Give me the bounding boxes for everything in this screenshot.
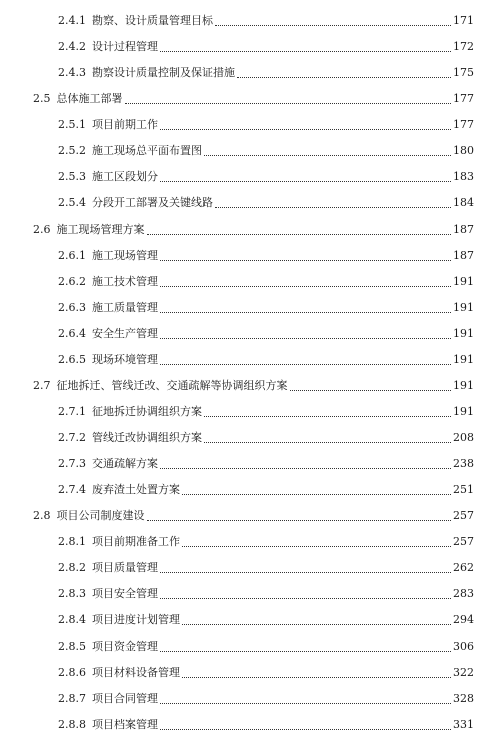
toc-entry[interactable] xyxy=(0,8,500,34)
toc-entry[interactable] xyxy=(0,243,500,269)
toc-entry-number: 2.8.5 xyxy=(58,639,86,653)
toc-entry[interactable] xyxy=(0,295,500,321)
toc-entry[interactable] xyxy=(0,269,500,295)
toc-entry-title: 项目档案管理 xyxy=(92,717,158,731)
toc-entry-number: 2.6.5 xyxy=(58,352,86,366)
toc-entry-page-number: 306 xyxy=(453,639,474,653)
toc-entry[interactable] xyxy=(0,477,500,503)
toc-entry[interactable] xyxy=(0,425,500,451)
toc-dot-leader xyxy=(204,154,451,156)
toc-entry[interactable] xyxy=(0,712,500,738)
toc-entry[interactable] xyxy=(0,138,500,164)
toc-entry-page-number: 187 xyxy=(453,248,474,262)
toc-entry-number: 2.5.3 xyxy=(58,170,86,184)
toc-entry[interactable] xyxy=(0,555,500,581)
toc-entry[interactable] xyxy=(0,190,500,216)
toc-entry-title: 项目前期工作 xyxy=(92,118,158,132)
toc-entry-number: 2.4.3 xyxy=(58,66,86,80)
toc-entry-number: 2.8.4 xyxy=(58,613,86,627)
toc-entry-number: 2.8 xyxy=(33,509,51,523)
toc-entry-title: 项目合同管理 xyxy=(92,691,158,705)
toc-entry-number: 2.4.2 xyxy=(58,40,86,54)
toc-dot-leader xyxy=(160,467,451,469)
toc-entry-number: 2.6.4 xyxy=(58,326,86,340)
toc-dot-leader xyxy=(160,180,451,182)
toc-entry-number: 2.4.1 xyxy=(58,14,86,28)
toc-entry-title: 项目进度计划管理 xyxy=(92,613,180,627)
toc-dot-leader xyxy=(237,76,451,78)
toc-entry-number: 2.8.2 xyxy=(58,561,86,575)
toc-entry-title: 项目公司制度建设 xyxy=(56,509,145,523)
toc-entry-title: 征地拆迁、管线迁改、交通疏解等协调组织方案 xyxy=(56,378,288,392)
toc-entry-title: 征地拆迁协调组织方案 xyxy=(92,404,202,418)
toc-entry-title: 施工区段划分 xyxy=(92,170,158,184)
toc-entry-number: 2.8.1 xyxy=(58,535,86,549)
toc-entry-title: 施工现场总平面布置图 xyxy=(92,144,202,158)
toc-entry-page-number: 191 xyxy=(453,378,474,392)
toc-entry-title: 勘察、设计质量管理目标 xyxy=(92,14,213,28)
toc-entry-page-number: 208 xyxy=(453,431,474,445)
toc-dot-leader xyxy=(160,128,451,130)
toc-entry-number: 2.8.8 xyxy=(58,717,86,731)
toc-entry-title: 管线迁改协调组织方案 xyxy=(92,431,202,445)
toc-entry-page-number: 322 xyxy=(453,665,474,679)
toc-entry-number: 2.5 xyxy=(33,92,51,106)
toc-entry[interactable] xyxy=(0,686,500,712)
toc-entry[interactable] xyxy=(0,634,500,660)
toc-dot-leader xyxy=(182,623,451,625)
toc-entry-number: 2.7.2 xyxy=(58,431,86,445)
toc-entry[interactable] xyxy=(0,529,500,555)
toc-entry-page-number: 191 xyxy=(453,326,474,340)
toc-entry-page-number: 257 xyxy=(453,535,474,549)
toc-entry[interactable] xyxy=(0,321,500,347)
toc-dot-leader xyxy=(160,50,451,52)
toc-entry-title: 废弃渣土处置方案 xyxy=(92,483,180,497)
toc-dot-leader xyxy=(204,441,451,443)
toc-entry-number: 2.7.1 xyxy=(58,404,86,418)
toc-entry-page-number: 251 xyxy=(453,483,474,497)
toc-entry-title: 施工现场管理方案 xyxy=(56,222,145,236)
toc-entry-page-number: 191 xyxy=(453,300,474,314)
toc-entry-page-number: 177 xyxy=(453,118,474,132)
toc-entry[interactable] xyxy=(0,373,500,399)
toc-dot-leader xyxy=(160,702,451,704)
toc-entry-number: 2.7.3 xyxy=(58,457,86,471)
toc-entry-title: 项目前期准备工作 xyxy=(92,535,180,549)
toc-entry-number: 2.7.4 xyxy=(58,483,86,497)
toc-entry-title: 项目安全管理 xyxy=(92,587,158,601)
toc-entry-number: 2.7 xyxy=(33,378,51,392)
toc-entry[interactable] xyxy=(0,217,500,243)
toc-dot-leader xyxy=(160,728,451,730)
toc-dot-leader xyxy=(160,285,451,287)
toc-entry-page-number: 294 xyxy=(453,613,474,627)
toc-entry-page-number: 262 xyxy=(453,561,474,575)
toc-dot-leader xyxy=(160,597,451,599)
table-of-contents xyxy=(0,8,500,738)
toc-entry-title: 项目资金管理 xyxy=(92,639,158,653)
toc-entry-number: 2.5.1 xyxy=(58,118,86,132)
toc-entry[interactable] xyxy=(0,347,500,373)
toc-dot-leader xyxy=(147,233,452,235)
toc-dot-leader xyxy=(160,571,451,573)
toc-entry[interactable] xyxy=(0,607,500,633)
toc-entry-number: 2.8.7 xyxy=(58,691,86,705)
toc-entry-number: 2.6.3 xyxy=(58,300,86,314)
toc-entry-page-number: 257 xyxy=(453,509,474,523)
toc-entry[interactable] xyxy=(0,86,500,112)
toc-entry[interactable] xyxy=(0,112,500,138)
toc-entry-number: 2.6.2 xyxy=(58,274,86,288)
toc-entry-page-number: 331 xyxy=(453,717,474,731)
toc-entry-page-number: 328 xyxy=(453,691,474,705)
toc-dot-leader xyxy=(160,311,451,313)
toc-dot-leader xyxy=(182,676,451,678)
toc-entry-page-number: 172 xyxy=(453,40,474,54)
toc-dot-leader xyxy=(215,206,451,208)
toc-entry-page-number: 177 xyxy=(453,92,474,106)
toc-dot-leader xyxy=(125,102,452,104)
toc-entry-number: 2.6.1 xyxy=(58,248,86,262)
toc-dot-leader xyxy=(290,389,452,391)
toc-entry-title: 勘察设计质量控制及保证措施 xyxy=(92,66,235,80)
toc-entry-title: 项目材料设备管理 xyxy=(92,665,180,679)
toc-dot-leader xyxy=(204,415,451,417)
toc-entry-number: 2.5.2 xyxy=(58,144,86,158)
toc-entry-number: 2.8.3 xyxy=(58,587,86,601)
toc-dot-leader xyxy=(182,545,451,547)
toc-entry-page-number: 184 xyxy=(453,196,474,210)
toc-entry-page-number: 180 xyxy=(453,144,474,158)
toc-entry[interactable] xyxy=(0,399,500,425)
toc-entry-title: 施工技术管理 xyxy=(92,274,158,288)
toc-entry-page-number: 187 xyxy=(453,222,474,236)
toc-entry[interactable] xyxy=(0,164,500,190)
toc-entry-title: 项目质量管理 xyxy=(92,561,158,575)
toc-dot-leader xyxy=(147,519,452,521)
toc-entry-title: 施工现场管理 xyxy=(92,248,158,262)
toc-entry[interactable] xyxy=(0,34,500,60)
toc-entry-page-number: 238 xyxy=(453,457,474,471)
toc-dot-leader xyxy=(215,24,451,26)
toc-entry[interactable] xyxy=(0,503,500,529)
toc-entry-page-number: 171 xyxy=(453,14,474,28)
toc-dot-leader xyxy=(160,259,451,261)
toc-entry-number: 2.8.6 xyxy=(58,665,86,679)
toc-entry[interactable] xyxy=(0,660,500,686)
toc-entry-page-number: 283 xyxy=(453,587,474,601)
toc-entry-title: 现场环境管理 xyxy=(92,352,158,366)
toc-entry-title: 安全生产管理 xyxy=(92,326,158,340)
toc-entry-page-number: 191 xyxy=(453,404,474,418)
toc-entry-title: 设计过程管理 xyxy=(92,40,158,54)
toc-entry-page-number: 191 xyxy=(453,274,474,288)
toc-entry-page-number: 175 xyxy=(453,66,474,80)
toc-entry-title: 总体施工部署 xyxy=(56,92,123,106)
toc-entry[interactable] xyxy=(0,60,500,86)
toc-entry-title: 施工质量管理 xyxy=(92,300,158,314)
toc-entry-page-number: 191 xyxy=(453,352,474,366)
toc-dot-leader xyxy=(160,363,451,365)
toc-entry-page-number: 183 xyxy=(453,170,474,184)
toc-dot-leader xyxy=(182,493,451,495)
toc-entry-number: 2.6 xyxy=(33,222,51,236)
toc-entry[interactable] xyxy=(0,451,500,477)
toc-entry-number: 2.5.4 xyxy=(58,196,86,210)
toc-entry[interactable] xyxy=(0,581,500,607)
toc-entry-title: 交通疏解方案 xyxy=(92,457,158,471)
toc-dot-leader xyxy=(160,650,451,652)
toc-entry-title: 分段开工部署及关键线路 xyxy=(92,196,213,210)
toc-dot-leader xyxy=(160,337,451,339)
